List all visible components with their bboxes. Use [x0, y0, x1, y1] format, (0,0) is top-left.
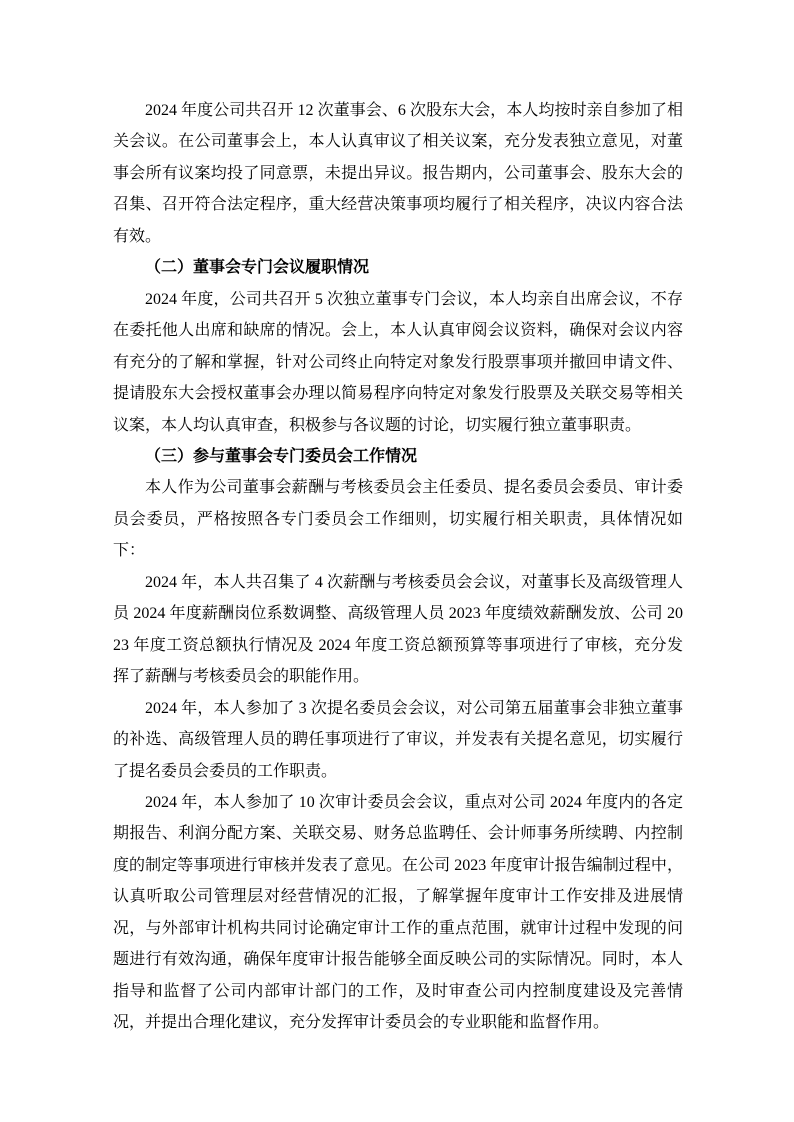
page-content — [113, 95, 683, 1039]
paragraph-special-meetings: 2024 年度，公司共召开 5 次独立董事专门会议，本人均亲自出席会议，不存在委托他人出席和缺席的情况。会上，本人认真审阅会议资料，确保对会议内容有充分的了解和掌握，针对公司终止向特定对象发行股票事项并撤回申请文件、提请股东大会授权董事会办理以简易程序向特定对象发行股票及关联交易等相关议案，本人均认真审查，积极参与各议题的讨论，切实履行独立董事职责。 — [113, 290, 683, 434]
paragraph-nomination-committee: 2024 年，本人参加了 3 次提名委员会会议，对公司第五届董事会非独立董事的补选、高级管理人员的聘任事项进行了审议，并发表有关提名意见，切实履行了提名委员会委员的工作职责。 — [113, 699, 683, 780]
paragraph-meeting-attendance: 2024 年度公司共召开 12 次董事会、6 次股东大会，本人均按时亲自参加了相关会议。在公司董事会上，本人认真审议了相关议案，充分发表独立意见，对董事会所有议案均投了同意票，未提出异议。报告期内，公司董事会、股东大会的召集、召开符合法定程序，重大经营决策事项均履行了相关程序，决议内容合法有效。 — [113, 102, 683, 245]
paragraph-remuneration-committee: 2024 年，本人共召集了 4 次薪酬与考核委员会会议，对董事长及高级管理人员 2024 年度薪酬岗位系数调整、高级管理人员 2023 年度绩效薪酬发放、公司 2023 年度工资总额执行情况及 2024 年度工资总额预算等事项进行了审核，充分发挥了薪酬与考核委员会的职能作用。 — [113, 573, 683, 686]
heading-committee-work: （三）参与董事会专门委员会工作情况 — [145, 447, 418, 465]
heading-special-meetings: （二）董事会专门会议履职情况 — [145, 259, 370, 277]
paragraph-committee-roles: 本人作为公司董事会薪酬与考核委员会主任委员、提名委员会委员、审计委员会委员，严格按照各专门委员会工作细则，切实履行相关职责，具体情况如下： — [113, 479, 683, 560]
paragraph-audit-committee: 2024 年，本人参加了 10 次审计委员会会议，重点对公司 2024 年度内的各定期报告、利润分配方案、关联交易、财务总监聘任、会计师事务所续聘、内控制度的制定等事项进行审核并发表了意见。在公司 2023 年度审计报告编制过程中，认真听取公司管理层对经营情况的汇报，了解掌握年度审计工作安排及进展情况，与外部审计机构共同讨论确定审计工作的重点范围，就审计过程中发现的问题进行有效沟通，确保年度审计报告能够全面反映公司的实际情况。同时，本人指导和监督了公司内部审计部门的工作，及时审查公司内控制度建设及完善情况，并提出合理化建议，充分发挥审计委员会的专业职能和监督作用。 — [113, 793, 683, 1032]
